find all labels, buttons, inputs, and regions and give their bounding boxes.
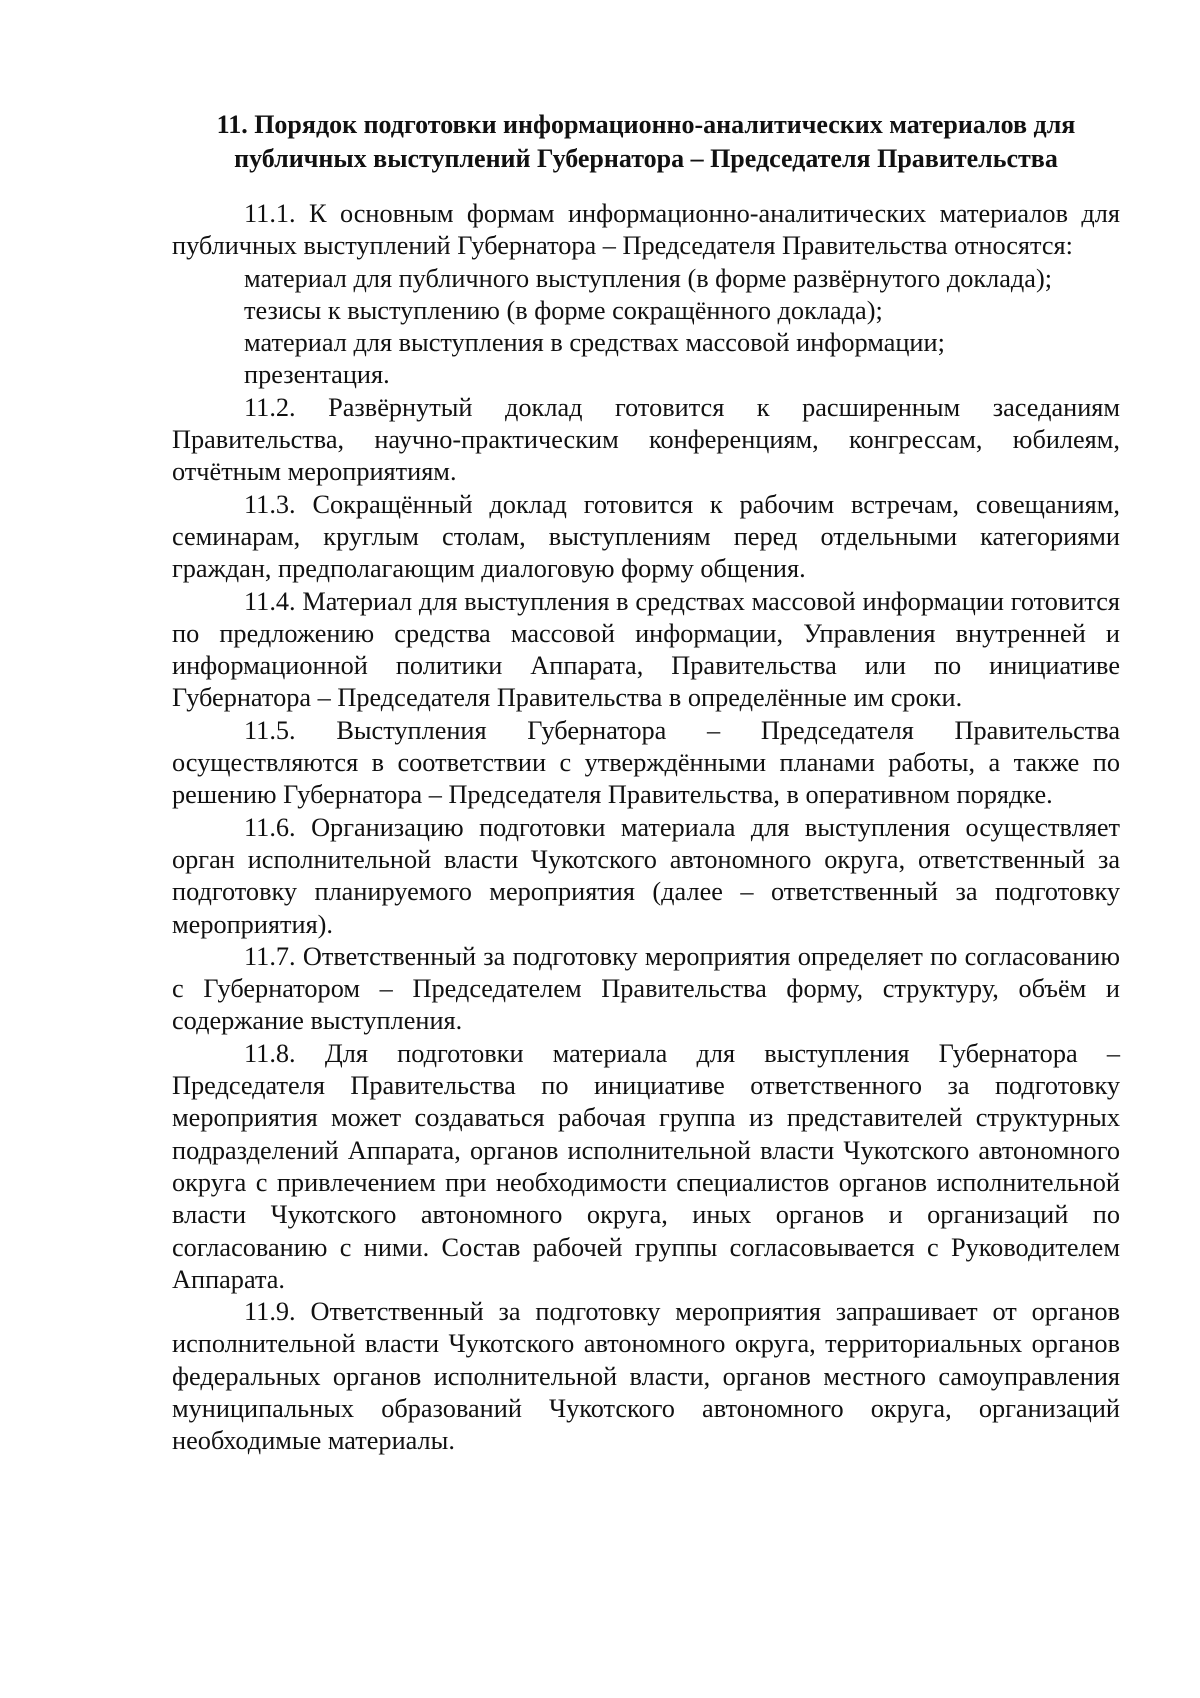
- document-page: [172, 108, 1120, 1458]
- section-heading-line-1: 11. Порядок подготовки информационно-аналитических материалов для: [216, 110, 1076, 139]
- paragraph-11-2: 11.2. Развёрнутый доклад готовится к расширенным заседаниям Правительства, научно-практическим конференциям, конгрессам, юбилеям, отчётным мероприятиям.: [172, 392, 1120, 487]
- paragraph-11-8: 11.8. Для подготовки материала для выступления Губернатора – Председателя Правительства по инициативе ответственного за подготовку мероприятия может создаваться рабочая группа из представителей структурных подразделений Аппарата, органов исполнительной власти Чукотского автономного округа с привлечением при необходимости специалистов органов исполнительной власти Чукотского автономного округа, иных органов и организаций по согласованию с ними. Состав рабочей группы согласовывается с Руководителем Аппарата.: [172, 1038, 1120, 1294]
- list-item: материал для публичного выступления (в форме развёрнутого доклада);: [244, 263, 1053, 293]
- section-heading: [172, 108, 1120, 176]
- paragraph-11-1: 11.1. К основным формам информационно-аналитических материалов для публичных выступлений Губернатора – Председателя Правительства относятся:: [172, 199, 1120, 261]
- list-item: тезисы к выступлению (в форме сокращённого доклада);: [244, 295, 883, 325]
- list-item: презентация.: [244, 360, 390, 390]
- paragraph-11-6: 11.6. Организацию подготовки материала для выступления осуществляет орган исполнительной власти Чукотского автономного округа, ответственный за подготовку планируемого мероприятия (далее – ответственный за подготовку мероприятия).: [172, 812, 1120, 939]
- paragraph-11-4: 11.4. Материал для выступления в средствах массовой информации готовится по предложению средства массовой информации, Управления внутренней и информационной политики Аппарата, Правительства или по инициативе Губернатора – Председателя Правительства в определённые им сроки.: [172, 586, 1120, 713]
- section-heading-line-2: публичных выступлений Губернатора – Председателя Правительства: [234, 144, 1058, 173]
- paragraph-11-3: 11.3. Сокращённый доклад готовится к рабочим встречам, совещаниям, семинарам, круглым столам, выступлениям перед отдельными категориями граждан, предполагающим диалоговую форму общения.: [172, 489, 1120, 584]
- paragraph-11-5: 11.5. Выступления Губернатора – Председателя Правительства осуществляются в соответствии с утверждёнными планами работы, а также по решению Губернатора – Председателя Правительства, в оперативном порядке.: [172, 715, 1120, 810]
- paragraph-11-9: 11.9. Ответственный за подготовку мероприятия запрашивает от органов исполнительной власти Чукотского автономного округа, территориальных органов федеральных органов исполнительной власти, органов местного самоуправления муниципальных образований Чукотского автономного округа, организаций необходимые материалы.: [172, 1297, 1120, 1456]
- list-item: материал для выступления в средствах массовой информации;: [244, 328, 945, 358]
- paragraph-11-7: 11.7. Ответственный за подготовку мероприятия определяет по согласованию с Губернатором – Председателем Правительства форму, структуру, объём и содержание выступления.: [172, 941, 1120, 1036]
